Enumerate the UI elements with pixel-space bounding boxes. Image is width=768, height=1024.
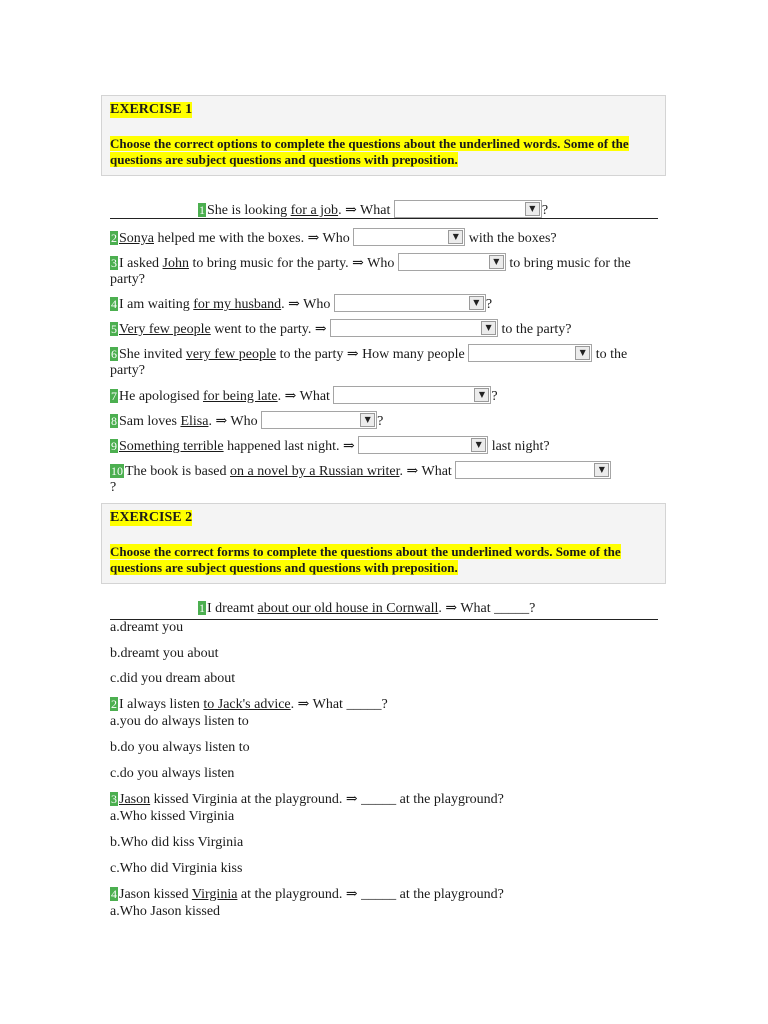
answer-dropdown-5[interactable] [330, 319, 498, 337]
exercise-1-title: EXERCISE 1 [110, 102, 193, 117]
question-number: 7 [111, 389, 117, 403]
question-9: 9 Something terrible happened last night. ⇒ ▼ last night? [110, 436, 658, 455]
option-a[interactable]: a.you do always listen to [110, 714, 249, 729]
underlined-phrase: for a job [290, 203, 339, 218]
underlined-phrase: about our old house in Cornwall [257, 601, 439, 616]
question-number: 1 [199, 203, 205, 217]
question-6: 6 She invited very few people to the party ⇒ How many people ▼ to the party? [110, 344, 658, 379]
chevron-down-icon: ▼ [360, 413, 375, 427]
question-10: 10 The book is based on a novel by a Russian writer. ⇒ What ▼ ? [110, 461, 658, 496]
question-number: 4 [111, 887, 117, 901]
underlined-phrase: to Jack's advice [203, 697, 291, 712]
chevron-down-icon: ▼ [489, 255, 504, 269]
question-number: 4 [111, 297, 117, 311]
question-1: 1 She is looking for a job. ⇒ What ▼ ? [198, 200, 658, 219]
question-4: 4 I am waiting for my husband. ⇒ Who ▼ ? [110, 294, 658, 313]
question-7: 7 He apologised for being late. ⇒ What ▼ ? [110, 386, 658, 405]
underlined-phrase: very few people [185, 347, 277, 362]
answer-dropdown-7[interactable] [333, 386, 491, 404]
exercise-2-instruction: Choose the correct forms to complete the questions about the underlined words. Some of the questions are subject questions and questions with preposition. [110, 544, 621, 575]
ex2-question-2: 2 I always listen to Jack's advice. ⇒ What _____? [111, 697, 388, 712]
answer-dropdown-10[interactable] [455, 461, 611, 479]
answer-dropdown-8[interactable] [261, 411, 377, 429]
option-b[interactable]: b.dreamt you about [110, 646, 219, 661]
option-b[interactable]: b.Who did kiss Virginia [110, 835, 244, 850]
question-number: 3 [111, 792, 117, 806]
divider [110, 619, 658, 620]
question-5: 5 Very few people went to the party. ⇒ ▼ to the party? [110, 319, 658, 338]
ex2-question-1: 1 I dreamt about our old house in Cornwall. ⇒ What _____? [199, 601, 536, 616]
question-number: 2 [111, 231, 117, 245]
option-a[interactable]: a.Who kissed Virginia [110, 809, 235, 824]
option-c[interactable]: c.did you dream about [110, 671, 236, 686]
ex2-question-3: 3 Jason kissed Virginia at the playground. ⇒ _____ at the playground? [111, 792, 504, 807]
question-number: 1 [199, 601, 205, 615]
chevron-down-icon: ▼ [481, 321, 496, 335]
question-3: 3 I asked John to bring music for the party. ⇒ Who ▼ to bring music for the party? [110, 253, 658, 288]
underlined-phrase: for my husband [193, 297, 282, 312]
underlined-phrase: Virginia [191, 887, 238, 902]
underlined-phrase: Jason [119, 792, 151, 807]
chevron-down-icon: ▼ [471, 438, 486, 452]
underlined-phrase: Very few people [119, 322, 211, 337]
option-c[interactable]: c.Who did Virginia kiss [110, 861, 243, 876]
option-b[interactable]: b.do you always listen to [110, 740, 250, 755]
answer-dropdown-1[interactable] [394, 200, 542, 218]
chevron-down-icon: ▼ [448, 230, 463, 244]
chevron-down-icon: ▼ [474, 388, 489, 402]
exercise-1-header [101, 95, 666, 176]
chevron-down-icon: ▼ [575, 346, 590, 360]
chevron-down-icon: ▼ [525, 202, 540, 216]
exercise-2-title: EXERCISE 2 [110, 510, 193, 525]
exercise-2-header [101, 503, 666, 584]
question-number: 5 [111, 322, 117, 336]
question-number: 10 [111, 464, 123, 478]
question-number: 3 [111, 256, 117, 270]
option-c[interactable]: c.do you always listen [110, 766, 235, 781]
answer-dropdown-6[interactable] [468, 344, 592, 362]
chevron-down-icon: ▼ [594, 463, 609, 477]
underlined-phrase: on a novel by a Russian writer [229, 464, 400, 479]
option-a[interactable]: a.dreamt you [110, 620, 184, 635]
question-number: 9 [111, 439, 117, 453]
answer-dropdown-3[interactable] [398, 253, 506, 271]
question-2: 2 Sonya helped me with the boxes. ⇒ Who ▼ with the boxes? [110, 228, 658, 247]
answer-dropdown-4[interactable] [334, 294, 486, 312]
underlined-phrase: for being late [202, 389, 278, 404]
divider [110, 218, 658, 219]
question-number: 8 [111, 414, 117, 428]
underlined-phrase: Sonya [119, 231, 154, 246]
chevron-down-icon: ▼ [469, 296, 484, 310]
option-a[interactable]: a.Who Jason kissed [110, 904, 221, 919]
question-number: 6 [111, 347, 117, 361]
question-8: 8 Sam loves Elisa. ⇒ Who ▼ ? [110, 411, 658, 430]
exercise-1-instruction: Choose the correct options to complete the questions about the underlined words. Some of the questions are subject questions and questions with preposition. [110, 136, 629, 167]
answer-dropdown-9[interactable] [358, 436, 488, 454]
underlined-phrase: Something terrible [119, 439, 224, 454]
question-number: 2 [111, 697, 117, 711]
answer-dropdown-2[interactable] [353, 228, 465, 246]
ex2-question-4: 4 Jason kissed Virginia at the playground. ⇒ _____ at the playground? [111, 887, 504, 902]
underlined-phrase: Elisa [180, 414, 209, 429]
underlined-phrase: John [162, 256, 189, 271]
